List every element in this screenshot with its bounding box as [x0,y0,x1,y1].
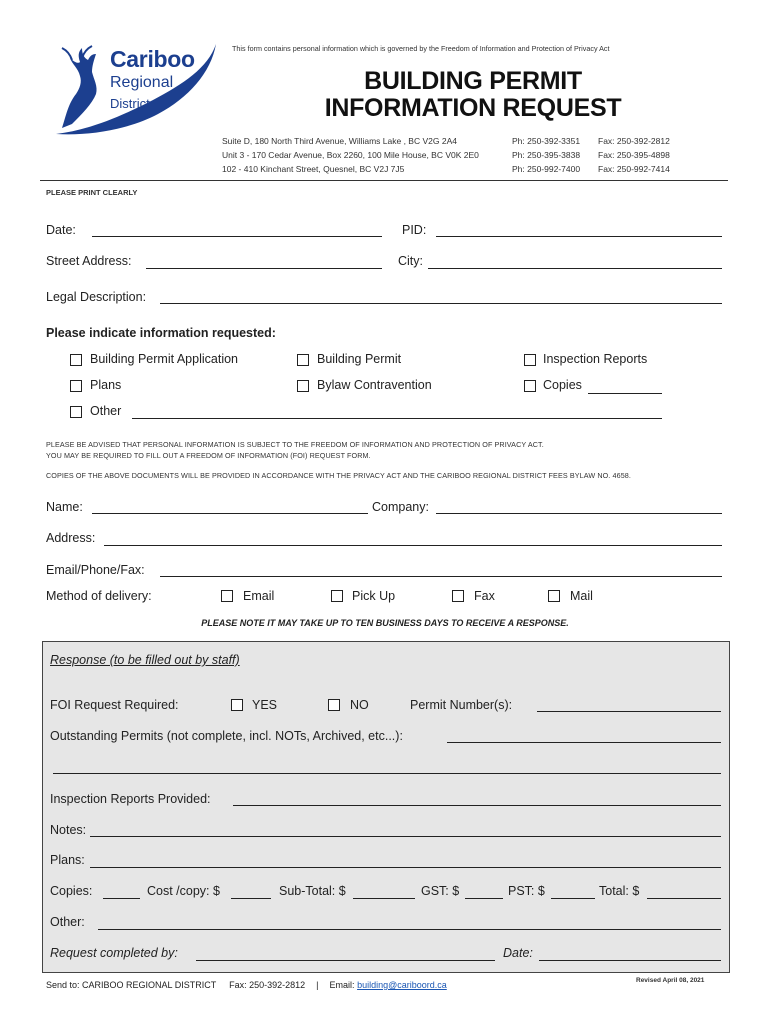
bylaw-label: Bylaw Contravention [317,378,432,392]
copies-field[interactable] [588,393,662,394]
name-field[interactable] [92,513,368,514]
outstanding-label: Outstanding Permits (not complete, incl. NOTs, Archived, etc...): [50,729,403,743]
inspection-checkbox[interactable] [524,354,536,366]
staff-heading: Response (to be filled out by staff) [50,653,240,667]
header-divider [40,180,728,181]
completed-date-field[interactable] [539,960,721,961]
city-label: City: [398,254,423,268]
cariboo-logo [48,38,218,138]
office-fax: Fax: 250-392-2812 [598,136,670,146]
delivery-label: Method of delivery: [46,589,152,603]
office-address: Suite D, 180 North Third Avenue, Williams Lake , BC V2G 2A4 [222,136,457,146]
delivery-fax-checkbox[interactable] [452,590,464,602]
office-phone: Ph: 250-992-7400 [512,164,581,174]
title-line1: BUILDING PERMIT [364,67,582,95]
completed-by-label: Request completed by: [50,946,178,960]
other-label: Other [90,404,122,418]
footer-fax: Fax: 250-392-2812 [229,980,306,990]
office-address: 102 - 410 Kinchant Street, Quesnel, BC V2J 7J5 [222,164,405,174]
office-addresses [222,134,479,176]
bp-application-label: Building Permit Application [90,352,238,366]
cost-label: Cost /copy: $ [147,884,220,898]
logo-line3: District [110,96,150,111]
form-title [300,68,646,122]
office-fax: Fax: 250-395-4898 [598,150,670,160]
contact-field[interactable] [160,576,722,577]
copies-staff-field[interactable] [103,898,140,899]
foi-no-checkbox[interactable] [328,699,340,711]
logo-line2: Regional [110,74,174,91]
footer-email-link[interactable]: building@cariboord.ca [357,980,447,990]
cost-field[interactable] [231,898,271,899]
delivery-email-checkbox[interactable] [221,590,233,602]
foi-label: FOI Request Required: [50,698,179,712]
gst-label: GST: $ [421,884,460,898]
subtotal-label: Sub-Total: $ [279,884,346,898]
plans-label: Plans [90,378,122,392]
bylaw-checkbox[interactable] [297,380,309,392]
plans-checkbox[interactable] [70,380,82,392]
privacy-notice-2: YOU MAY BE REQUIRED TO FILL OUT A FREEDOM OF INFORMATION (FOI) REQUEST FORM. [46,451,371,460]
other-checkbox[interactable] [70,406,82,418]
copies-label: Copies [543,378,582,392]
other-staff-field[interactable] [98,929,721,930]
inspection-label: Inspection Reports [543,352,648,366]
privacy-notice: This form contains personal information which is governed by the Freedom of Information and Protection of Privacy Act [232,44,610,53]
name-label: Name: [46,500,83,514]
total-field[interactable] [647,898,721,899]
company-label: Company: [372,500,429,514]
footer [46,980,447,990]
title-line2: INFORMATION REQUEST [324,94,622,122]
plans-staff-label: Plans: [50,853,85,867]
footer-send-to: Send to: CARIBOO REGIONAL DISTRICT [46,980,217,990]
permit-numbers-field[interactable] [537,711,721,712]
office-phone: Ph: 250-395-3838 [512,150,581,160]
office-fax: Fax: 250-992-7414 [598,164,670,174]
delivery-email-label: Email [243,589,275,603]
notes-label: Notes: [50,823,87,837]
outstanding-field-2[interactable] [53,773,721,774]
pid-field[interactable] [436,236,722,237]
bp-checkbox[interactable] [297,354,309,366]
street-address-label: Street Address: [46,254,132,268]
print-clearly: PLEASE PRINT CLEARLY [46,188,138,197]
logo-line1: Cariboo [110,46,195,72]
footer-separator: | [316,980,319,990]
bp-application-checkbox[interactable] [70,354,82,366]
office-faxes [598,134,670,176]
plans-staff-field[interactable] [90,867,721,868]
office-phone: Ph: 250-392-3351 [512,136,581,146]
completed-date-label: Date: [503,946,533,960]
date-field[interactable] [92,236,382,237]
company-field[interactable] [436,513,722,514]
pid-label: PID: [402,223,427,237]
info-heading: Please indicate information requested: [46,326,276,340]
revised-date: Revised April 08, 2021 [636,977,705,984]
office-address: Unit 3 - 170 Cedar Avenue, Box 2260, 100 Mile House, BC V0K 2E0 [222,150,479,160]
subtotal-field[interactable] [353,898,415,899]
privacy-notice-1: PLEASE BE ADVISED THAT PERSONAL INFORMATION IS SUBJECT TO THE FREEDOM OF INFORMATION AND PROTECTION OF PRIVACY ACT. [46,440,544,449]
delivery-fax-label: Fax [474,589,495,603]
gst-field[interactable] [465,898,503,899]
footer-email-label: Email: [329,980,355,990]
delivery-mail-label: Mail [570,589,593,603]
address-field[interactable] [104,545,722,546]
bp-label: Building Permit [317,352,402,366]
permit-numbers-label: Permit Number(s): [410,698,513,712]
outstanding-field[interactable] [447,742,721,743]
notes-field[interactable] [90,836,721,837]
delivery-pickup-label: Pick Up [352,589,396,603]
office-phones [512,134,580,176]
city-field[interactable] [428,268,722,269]
legal-description-field[interactable] [160,303,722,304]
date-label: Date: [46,223,76,237]
inspection-provided-label: Inspection Reports Provided: [50,792,211,806]
foi-no-label: NO [350,698,369,712]
foi-yes-label: YES [252,698,278,712]
total-label: Total: $ [599,884,640,898]
fees-notice: COPIES OF THE ABOVE DOCUMENTS WILL BE PROVIDED IN ACCORDANCE WITH THE PRIVACY ACT AND THE CARIBOO REGIONAL DISTRICT FEES BYLAW NO. 4658. [46,471,631,480]
pst-label: PST: $ [508,884,545,898]
other-staff-label: Other: [50,915,85,929]
address-label: Address: [46,531,96,545]
business-days-note: PLEASE NOTE IT MAY TAKE UP TO TEN BUSINESS DAYS TO RECEIVE A RESPONSE. [201,618,569,628]
copies-staff-label: Copies: [50,884,93,898]
legal-description-label: Legal Description: [46,290,147,304]
foi-yes-checkbox[interactable] [231,699,243,711]
other-field[interactable] [132,418,662,419]
copies-checkbox[interactable] [524,380,536,392]
delivery-pickup-checkbox[interactable] [331,590,343,602]
delivery-mail-checkbox[interactable] [548,590,560,602]
contact-label: Email/Phone/Fax: [46,563,145,577]
inspection-provided-field[interactable] [233,805,721,806]
street-address-field[interactable] [146,268,382,269]
completed-by-field[interactable] [196,960,495,961]
pst-field[interactable] [551,898,595,899]
staff-response-box [42,641,730,973]
